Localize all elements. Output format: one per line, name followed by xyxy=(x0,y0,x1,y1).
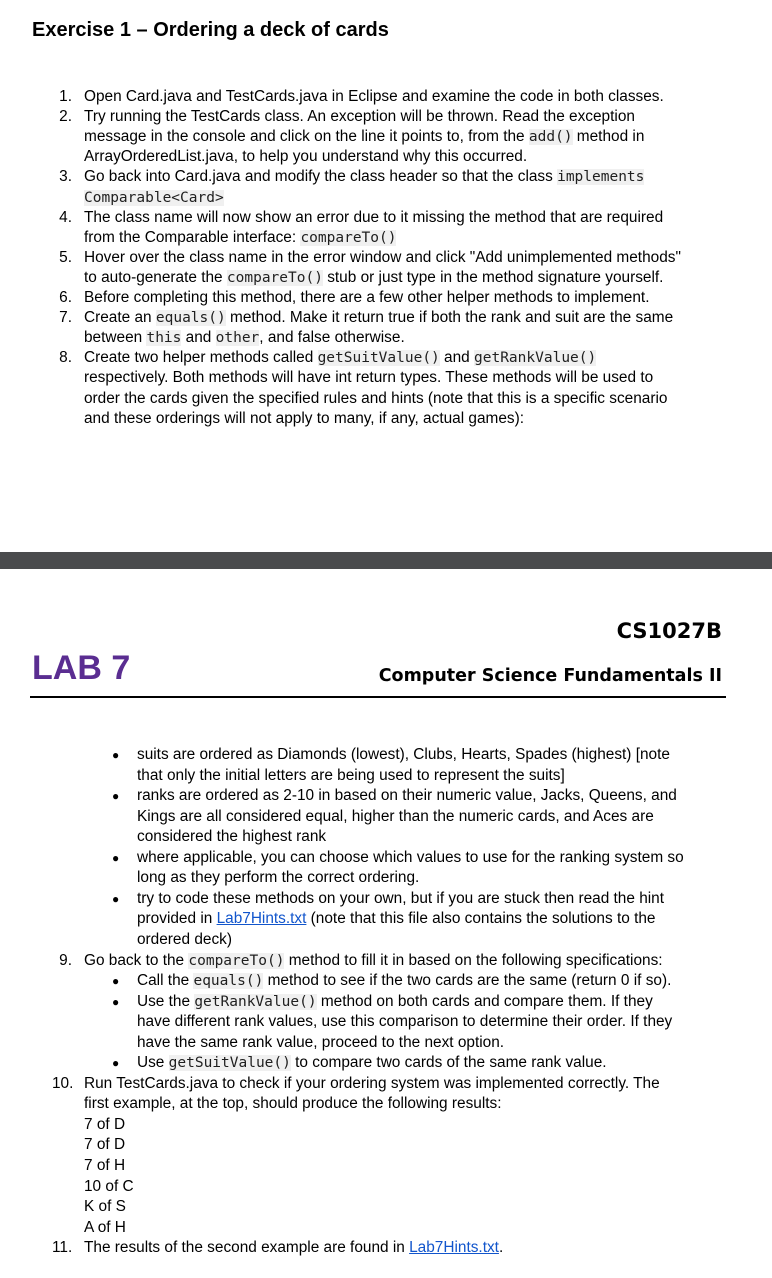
text-run: 7 of D xyxy=(84,1136,126,1154)
course-code: CS1027B xyxy=(616,619,722,643)
step-text xyxy=(84,87,664,107)
code-snippet: this xyxy=(146,330,182,347)
step-number: 11. xyxy=(52,1239,73,1257)
text-run: method to see if the two cards are the same (return 0 if so). xyxy=(263,972,672,990)
step-number: 2. xyxy=(59,108,72,126)
text-run: method. Make it return true if both the rank and suit are the same xyxy=(225,309,674,327)
text-run: ranks are ordered as 2-10 in based on their numeric value, Jacks, Queens, and xyxy=(137,787,677,805)
exercise-title: Exercise 1 – Ordering a deck of cards xyxy=(32,19,389,41)
line-text xyxy=(84,1218,126,1238)
bullet-icon: ● xyxy=(112,850,120,865)
text-run: Use the xyxy=(137,992,195,1010)
step-text xyxy=(84,308,673,328)
code-snippet: equals() xyxy=(155,310,226,327)
bullet-icon: ● xyxy=(112,1056,120,1071)
step-text xyxy=(84,127,644,147)
step-text xyxy=(84,389,667,409)
step-text xyxy=(84,268,663,288)
text-run: message in the console and click on the line it points to, from the xyxy=(84,128,529,146)
line-text xyxy=(137,807,654,827)
text-run: Go back into Card.java and modify the class header so that the class xyxy=(84,168,558,186)
text-run: method to fill it in based on the following specifications: xyxy=(284,951,663,969)
text-run: The class name will now show an error due to it missing the method that are required xyxy=(84,208,664,226)
text-run: have the same rank value, proceed to the next option. xyxy=(137,1033,505,1051)
text-run: Go back to the xyxy=(84,951,189,969)
line-text xyxy=(84,1135,125,1155)
text-run: The results of the second example are found in xyxy=(84,1239,410,1257)
text-run: K of S xyxy=(84,1198,126,1216)
line-text xyxy=(137,909,655,929)
text-run: to compare two cards of the same rank value. xyxy=(290,1054,607,1072)
line-text xyxy=(137,1012,672,1032)
text-run: and xyxy=(181,329,216,347)
step-text xyxy=(84,228,396,248)
text-run: Try running the TestCards class. An exception will be thrown. Read the exception xyxy=(84,108,635,126)
text-run: ordered deck) xyxy=(137,930,232,948)
text-run: A of H xyxy=(84,1218,126,1236)
step-text xyxy=(84,147,527,167)
text-run: stub or just type in the method signature yourself. xyxy=(322,268,664,286)
line-text xyxy=(137,930,232,950)
text-run: . xyxy=(498,1239,504,1257)
step-text xyxy=(84,348,596,368)
text-run: ArrayOrderedList.java, to help you understand why this occurred. xyxy=(84,148,528,166)
bullet-icon: ● xyxy=(112,974,120,989)
line-text xyxy=(84,1177,134,1197)
step-text xyxy=(84,188,224,208)
line-text xyxy=(137,971,671,991)
line-text xyxy=(137,848,684,868)
text-run: Hover over the class name in the error window and click "Add unimplemented methods" xyxy=(84,248,681,266)
text-run: 7 of D xyxy=(84,1115,126,1133)
step-text xyxy=(84,328,405,348)
step-number: 3. xyxy=(59,168,72,186)
code-snippet: getRankValue() xyxy=(474,350,597,367)
code-snippet: implements xyxy=(557,169,645,186)
line-text xyxy=(84,1094,502,1114)
text-run: between xyxy=(84,329,147,347)
code-snippet: getRankValue() xyxy=(194,993,317,1010)
text-run: 7 of H xyxy=(84,1157,126,1174)
line-text xyxy=(137,745,670,765)
text-run: provided in xyxy=(137,910,217,928)
hints-file-link[interactable]: Lab7Hints.txt xyxy=(409,1239,499,1257)
text-run: respectively. Both methods will have int return types. These methods will be used to xyxy=(84,369,654,387)
text-run: Open Card.java and TestCards.java in Eclipse and examine the code in both classes. xyxy=(84,88,664,105)
step-text xyxy=(84,409,524,429)
text-run: long as they perform the correct ordering. xyxy=(137,869,420,887)
page-1 xyxy=(0,0,772,552)
code-snippet: equals() xyxy=(193,973,264,990)
code-snippet: getSuitValue() xyxy=(168,1055,291,1072)
code-snippet: compareTo() xyxy=(188,952,285,969)
step-text xyxy=(84,167,644,187)
text-run: Create an xyxy=(84,309,156,327)
text-run: Run TestCards.java to check if your ordering system was implemented correctly. The xyxy=(84,1074,660,1092)
step-number: 7. xyxy=(59,309,72,327)
text-run: first example, at the top, should produce the following results: xyxy=(84,1095,502,1113)
step-number: 4. xyxy=(59,208,72,226)
step-text xyxy=(84,288,649,308)
text-run: method on both cards and compare them. If they xyxy=(316,992,653,1010)
code-snippet: add() xyxy=(528,129,573,146)
bullet-icon: ● xyxy=(112,789,120,804)
line-text xyxy=(137,1053,607,1073)
text-run: , and false otherwise. xyxy=(259,329,405,347)
line-text xyxy=(84,1156,125,1176)
code-snippet: compareTo() xyxy=(300,229,397,246)
text-run: Before completing this method, there are a few other helper methods to implement. xyxy=(84,289,650,306)
step-number: 1. xyxy=(59,88,72,105)
step-text xyxy=(84,368,653,388)
step-number: 8. xyxy=(59,349,72,367)
hints-file-link[interactable]: Lab7Hints.txt xyxy=(216,910,307,928)
step-text xyxy=(84,107,635,127)
lab-title: LAB 7 xyxy=(32,649,131,687)
text-run: suits are ordered as Diamonds (lowest), Clubs, Hearts, Spades (highest) [note xyxy=(137,746,670,763)
line-text xyxy=(84,951,663,971)
line-text xyxy=(84,1115,125,1135)
text-run: Kings are all considered equal, higher than the numeric cards, and Aces are xyxy=(137,807,654,825)
code-snippet: Comparable<Card> xyxy=(84,189,224,206)
step-text xyxy=(84,248,681,268)
text-run: from the Comparable interface: xyxy=(84,228,301,246)
text-run: method in xyxy=(572,128,645,146)
line-text xyxy=(84,1197,126,1217)
step-text xyxy=(84,208,663,228)
code-snippet: getSuitValue() xyxy=(317,350,440,367)
text-run: where applicable, you can choose which values to use for the ranking system so xyxy=(137,848,684,866)
step-number: 9. xyxy=(59,951,72,969)
text-run: order the cards given the specified rules and hints (note that this is a specific scenario xyxy=(84,389,668,407)
text-run: 10 of C xyxy=(84,1177,134,1195)
text-run: and these orderings will not apply to many, if any, actual games): xyxy=(84,409,524,427)
line-text xyxy=(137,766,565,786)
code-snippet: other xyxy=(215,330,260,347)
page-2 xyxy=(0,569,772,1278)
text-run: that only the initial letters are being used to represent the suits] xyxy=(137,766,565,784)
page-divider xyxy=(0,552,772,569)
step-number: 10. xyxy=(52,1074,74,1092)
course-name: Computer Science Fundamentals II xyxy=(378,666,722,686)
text-run: to auto-generate the xyxy=(84,268,227,286)
step-number: 5. xyxy=(59,248,72,266)
line-text xyxy=(84,1074,660,1094)
text-run: Use xyxy=(137,1054,169,1072)
line-text xyxy=(137,786,677,806)
text-run: Call the xyxy=(137,972,194,990)
line-text xyxy=(137,889,664,909)
text-run: considered the highest rank xyxy=(137,828,327,846)
code-snippet: compareTo() xyxy=(226,269,323,286)
header-rule xyxy=(30,696,726,698)
text-run: Create two helper methods called xyxy=(84,349,318,367)
line-text xyxy=(84,1238,503,1258)
line-text xyxy=(137,868,419,888)
line-text xyxy=(137,827,326,847)
text-run: have different rank values, use this comparison to determine their order. If they xyxy=(137,1013,673,1031)
bullet-icon: ● xyxy=(112,748,120,762)
line-text xyxy=(137,1033,504,1053)
text-run: try to code these methods on your own, but if you are stuck then read the hint xyxy=(137,889,665,907)
bullet-icon: ● xyxy=(112,994,120,1009)
text-run: (note that this file also contains the solutions to the xyxy=(306,910,656,928)
step-number: 6. xyxy=(59,289,72,306)
bullet-icon: ● xyxy=(112,891,120,906)
line-text xyxy=(137,992,653,1012)
text-run: and xyxy=(439,349,475,367)
